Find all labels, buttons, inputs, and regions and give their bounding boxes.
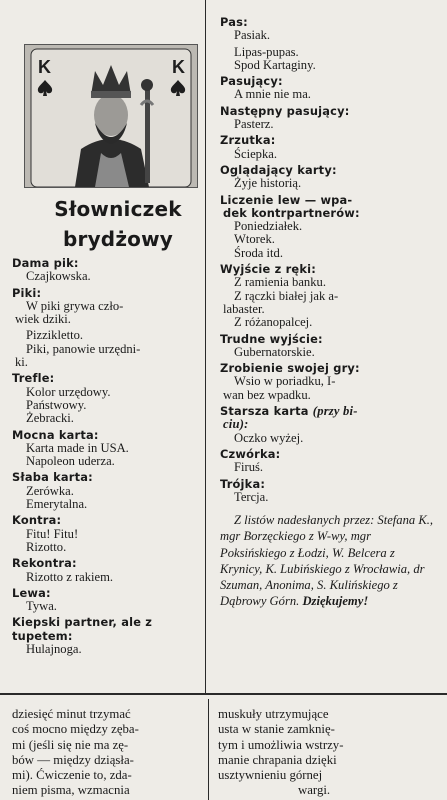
entry-head: Dama pik: — [12, 256, 79, 270]
title-line-1: Słowniczek — [54, 197, 182, 221]
entry-line: Państwowy. — [26, 397, 87, 412]
entry-line: wiek dziki. — [15, 312, 71, 327]
entry-line: Firuś. — [234, 460, 264, 475]
text-line: tym i umożliwia wstrzy- — [218, 737, 344, 752]
entry-head: Starsza karta — [220, 404, 309, 419]
entry-head-note: ciu): — [223, 417, 249, 432]
entry-head: Czwórka: — [220, 446, 281, 461]
entry-line: Wsio w poriadku, I- — [234, 374, 336, 389]
entry-line: Rizotto. — [26, 539, 67, 554]
entry-line: Żebracki. — [26, 411, 74, 426]
entry-line: Emerytalna. — [26, 497, 88, 512]
entry-line: Ściepka. — [234, 146, 278, 161]
dictionary-entry — [12, 372, 195, 425]
entry-head: Rekontra: — [12, 556, 77, 571]
dictionary-entry — [12, 514, 195, 554]
dictionary-entry — [12, 557, 195, 584]
dictionary-entry — [220, 362, 435, 402]
credits-text: Z listów nadesłanych przez: Stefana K., mgr Borzęckiego z W-wy, mgr Poksińskiego z Łodzi, W. Belcera z Krynicy, K. Lubińskiego z Wrocławia, dr Szuman, Anonima, S. Kulińskiego z Dąbrowy Górn. — [220, 513, 434, 609]
credits-thanks: Dziękujemy! — [302, 594, 369, 609]
section-divider — [0, 693, 447, 695]
entry-line: Pasterz. — [234, 117, 274, 132]
entry-line: Tywa. — [26, 599, 57, 614]
entry-line: Czajkowska. — [26, 269, 91, 284]
entry-line: Oczko wyżej. — [234, 430, 304, 445]
entry-line: Z różanopalcej. — [234, 315, 313, 330]
entry-head: Trefle: — [12, 371, 55, 386]
entry-line: Hulajnoga. — [26, 642, 82, 657]
dictionary-entry — [220, 405, 435, 445]
entry-head: Zrzutka: — [220, 133, 276, 148]
text-line: niem pisma, wzmacnia — [12, 783, 130, 798]
spade-icon — [37, 79, 53, 97]
text-line: muskuły utrzymujące — [218, 707, 329, 721]
card-rank-right: K — [172, 57, 185, 77]
king-of-spades-illustration — [24, 44, 198, 188]
left-column — [12, 257, 195, 659]
entry-head: Pasujący: — [220, 74, 283, 89]
entry-head-continued — [220, 418, 435, 431]
entry-line: Piki, panowie urzędni- — [26, 341, 141, 356]
right-column — [220, 16, 435, 609]
entry-line: Rizotto z rakiem. — [26, 569, 114, 584]
credits-paragraph — [220, 512, 435, 609]
dictionary-entry — [220, 164, 435, 191]
text-line: usta w stanie zamknię- — [218, 722, 335, 737]
entry-head: Zrobienie swojej gry: — [220, 361, 360, 376]
entry-head: Oglądający karty: — [220, 162, 337, 177]
entry-head: Liczenie lew — wpa- — [220, 192, 353, 207]
entry-line: Pizzikletto. — [26, 328, 84, 343]
dictionary-entry — [12, 287, 195, 370]
entry-line: Lipas-pupas. — [234, 44, 299, 59]
entry-line: Poniedziałek. — [234, 219, 303, 234]
text-line: manie chrapania dzięki — [218, 752, 337, 767]
entry-line: Kolor urzędowy. — [26, 384, 111, 399]
entry-head: Słaba karta: — [12, 470, 93, 485]
entry-line: W piki grywa czło- — [26, 298, 124, 313]
entry-line: wan bez wpadku. — [223, 387, 311, 402]
title-line-2: brydżowy — [62, 227, 174, 251]
text-line: mi). Ćwiczenie to, zda- — [12, 768, 132, 783]
entry-line: Napoleon uderza. — [26, 454, 115, 469]
dictionary-entry — [220, 75, 435, 102]
entry-head-row — [220, 405, 435, 418]
text-line: mi (jeśli się nie ma zę- — [12, 737, 129, 752]
entry-head: Trójka: — [220, 476, 266, 491]
dictionary-entry — [220, 105, 435, 132]
dictionary-entry — [220, 16, 435, 72]
entry-head: Trudne wyjście: — [220, 331, 323, 346]
dictionary-entry — [220, 478, 435, 505]
dictionary-entry — [12, 471, 195, 511]
entry-line: Karta made in USA. — [26, 440, 129, 455]
card-rank-left: K — [38, 57, 51, 77]
text-line: bów — między dziąsła- — [12, 752, 134, 767]
entry-head-note: (przy bi- — [312, 404, 358, 419]
entry-head-continued: dek kontrpartnerów: — [223, 205, 360, 220]
article-title — [38, 194, 198, 254]
entry-head: Kontra: — [12, 513, 62, 528]
entry-line: labaster. — [223, 301, 265, 316]
dictionary-entry — [220, 263, 435, 329]
bottom-column-divider — [208, 699, 209, 800]
dictionary-entry — [220, 194, 435, 260]
entry-line: Gubernatorskie. — [234, 344, 315, 359]
spade-icon — [170, 79, 186, 97]
entry-line: Wtorek. — [234, 232, 275, 247]
text-line: usztywnieniu górnej — [218, 768, 323, 783]
dictionary-entry — [220, 448, 435, 475]
dictionary-entry — [220, 134, 435, 161]
text-line: wargi. — [298, 783, 331, 798]
entry-line: Tercja. — [234, 489, 269, 504]
entry-head: Mocna karta: — [12, 427, 99, 442]
dictionary-entry — [12, 257, 195, 284]
dictionary-entry — [12, 616, 195, 656]
bottom-right-text — [218, 707, 406, 799]
entry-line: Środa itd. — [234, 245, 283, 260]
entry-head: Kiepski partner, ale z tupetem: — [12, 615, 153, 643]
dictionary-entry — [220, 333, 435, 360]
entry-line: A mnie nie ma. — [234, 87, 311, 102]
entry-line: Pasiak. — [234, 28, 271, 43]
entry-head: Lewa: — [12, 585, 51, 600]
entry-line: Żyje historią. — [234, 176, 302, 191]
dictionary-entry — [12, 429, 195, 469]
dictionary-entry — [12, 587, 195, 614]
entry-line: Z ramienia banku. — [234, 275, 326, 290]
entry-head: Piki: — [12, 285, 42, 300]
entry-head: Wyjście z ręki: — [220, 262, 316, 277]
entry-line: Spod Kartaginy. — [234, 57, 316, 72]
entry-line: Fitu! Fitu! — [26, 526, 79, 541]
entry-line: Z rączki białej jak a- — [234, 288, 339, 303]
text-line: dziesięć minut trzymać — [12, 707, 131, 721]
entry-line: ki. — [15, 355, 28, 370]
entry-head: Pas: — [220, 15, 248, 29]
entry-line: Zerówka. — [26, 483, 74, 498]
column-divider — [205, 0, 206, 693]
text-line: coś mocno między zęba- — [12, 722, 139, 737]
bottom-left-text — [12, 707, 202, 799]
entry-head: Następny pasujący: — [220, 103, 350, 118]
